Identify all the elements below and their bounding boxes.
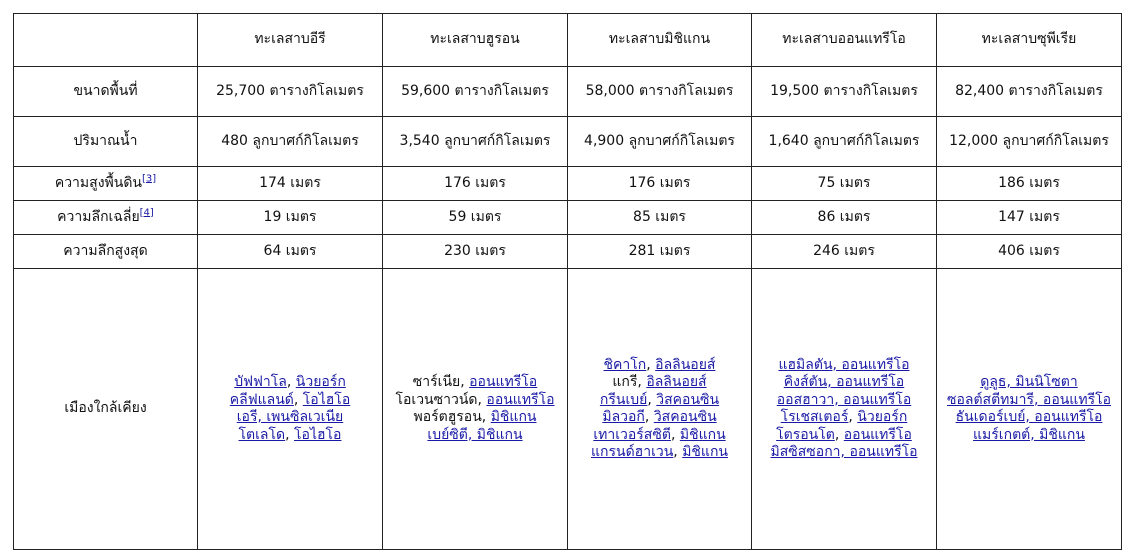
city-link[interactable]: เอรี, เพนซิลเวเนีย	[236, 409, 344, 425]
city-line	[572, 357, 747, 375]
city-text: ซาร์เนีย,	[412, 374, 470, 390]
city-link[interactable]: ออสฮาวา, ออนแทรีโอ	[776, 391, 912, 408]
value-cell-erie: 25,700 ตารางกิโลเมตร	[198, 67, 383, 117]
city-line	[387, 392, 563, 410]
city-link[interactable]: วิสคอนซิน	[656, 391, 720, 408]
city-link[interactable]: อิลลินอยส์	[646, 374, 707, 390]
value-cell-huron: 59,600 ตารางกิโลเมตร	[383, 67, 568, 117]
city-link[interactable]: โอไฮโอ	[294, 426, 342, 443]
row-label: ปริมาณน้ำ	[73, 132, 138, 149]
city-link[interactable]: แมร์เกตต์, มิชิแกน	[973, 426, 1085, 443]
city-text: ,	[647, 391, 657, 408]
header-lake-ontario: ทะเลสาบออนแทรีโอ	[752, 14, 937, 67]
value-cell-ontario: 75 เมตร	[752, 167, 937, 201]
city-text: โอเวนซาวน์ด,	[395, 391, 487, 408]
city-line	[387, 409, 563, 427]
elevation-row	[14, 167, 1122, 201]
row-label-cell	[14, 67, 198, 117]
city-line	[572, 444, 747, 462]
city-line	[941, 409, 1117, 427]
row-label: ขนาดพื้นที่	[73, 82, 138, 99]
value-cell-erie: 174 เมตร	[198, 167, 383, 201]
city-text: ,	[848, 409, 858, 425]
city-link[interactable]: นิวยอร์ก	[295, 374, 346, 390]
city-link[interactable]: เทาเวอร์สซิตี	[593, 426, 671, 443]
value-cell-huron: 176 เมตร	[383, 167, 568, 201]
value-cell-superior: 82,400 ตารางกิโลเมตร	[937, 67, 1122, 117]
city-line	[756, 392, 932, 410]
city-link[interactable]: วิสคอนซิน	[653, 409, 717, 425]
city-line	[756, 357, 932, 375]
city-text: ,	[646, 356, 656, 373]
city-link[interactable]: โอไฮโอ	[302, 391, 351, 408]
city-text: ,	[670, 426, 680, 443]
city-text: ,	[644, 409, 654, 425]
header-lake-superior: ทะเลสาบซุพีเรีย	[937, 14, 1122, 67]
cities-cell-huron	[383, 269, 568, 550]
city-link[interactable]: ออนแทรีโอ	[843, 426, 912, 443]
city-link[interactable]: มิลวอกี	[602, 409, 645, 425]
value-cell-erie: 480 ลูกบาศก์กิโลเมตร	[198, 117, 383, 167]
avg-depth-row	[14, 201, 1122, 235]
city-link[interactable]: มิชิแกน	[490, 409, 537, 425]
cities-cell-superior	[937, 269, 1122, 550]
city-line	[202, 374, 378, 392]
city-line	[941, 427, 1117, 445]
city-line	[941, 374, 1117, 392]
city-link[interactable]: ออนแทรีโอ	[486, 391, 555, 408]
reference-sup	[140, 207, 154, 218]
city-link[interactable]: คิงส์ตัน, ออนแทรีโอ	[783, 374, 905, 390]
city-link[interactable]: ดูลูธ, มินนิโซตา	[980, 374, 1078, 390]
value-cell-erie: 64 เมตร	[198, 235, 383, 269]
row-label-cell	[14, 235, 198, 269]
city-line	[756, 444, 932, 462]
cities-cell-michigan	[568, 269, 752, 550]
city-link[interactable]: อิลลินอยส์	[655, 356, 716, 373]
row-label-cell	[14, 167, 198, 201]
city-line	[756, 427, 932, 445]
city-line	[202, 409, 378, 427]
city-line	[387, 427, 563, 445]
row-label: ความลึกสูงสุด	[63, 242, 148, 259]
reference-sup	[142, 173, 156, 184]
value-cell-michigan: 4,900 ลูกบาศก์กิโลเมตร	[568, 117, 752, 167]
row-label-cell	[14, 117, 198, 167]
value-cell-huron: 3,540 ลูกบาศก์กิโลเมตร	[383, 117, 568, 167]
header-lake-michigan: ทะเลสาบมิชิแกน	[568, 14, 752, 67]
table-body	[14, 14, 1122, 550]
city-link[interactable]: โรเชสเตอร์	[780, 409, 849, 425]
city-text: พอร์ตฮูรอน,	[413, 409, 491, 425]
city-link[interactable]: นิวยอร์ก	[857, 409, 908, 425]
row-label: เมืองใกล้เคียง	[14, 269, 198, 550]
cities-cell-erie	[198, 269, 383, 550]
city-line	[387, 374, 563, 392]
row-label-cell	[14, 201, 198, 235]
value-cell-superior: 186 เมตร	[937, 167, 1122, 201]
city-link[interactable]: โตรอนโต	[776, 426, 835, 443]
value-cell-superior: 147 เมตร	[937, 201, 1122, 235]
city-text: ,	[834, 426, 844, 443]
city-line	[572, 374, 747, 392]
value-cell-superior: 12,000 ลูกบาศก์กิโลเมตร	[937, 117, 1122, 167]
city-link[interactable]: ซอลต์สตีทมารี, ออนแทรีโอ	[946, 391, 1112, 408]
max-depth-row	[14, 235, 1122, 269]
city-link[interactable]: มิชิแกน	[679, 426, 726, 443]
city-link[interactable]: มิชิแกน	[682, 444, 729, 460]
city-link[interactable]: บัฟฟาโล	[234, 374, 287, 390]
reference-link[interactable]: [4]	[139, 207, 154, 219]
city-link[interactable]: แกรนด์ฮาเวน	[590, 444, 674, 460]
header-row	[14, 14, 1122, 67]
city-text: ,	[673, 444, 683, 460]
city-line	[756, 409, 932, 427]
value-cell-ontario: 86 เมตร	[752, 201, 937, 235]
city-link[interactable]: ออนแทรีโอ	[469, 374, 538, 390]
city-link[interactable]: กรีนเบย์	[599, 391, 648, 408]
volume-row	[14, 117, 1122, 167]
cities-cell-ontario	[752, 269, 937, 550]
value-cell-erie: 19 เมตร	[198, 201, 383, 235]
city-line	[202, 392, 378, 410]
city-link[interactable]: โตเลโด	[238, 426, 286, 443]
row-label: ความสูงพื้นดิน	[54, 174, 142, 191]
value-cell-superior: 406 เมตร	[937, 235, 1122, 269]
city-link[interactable]: เบย์ซิตี, มิชิแกน	[427, 426, 523, 443]
city-line	[572, 392, 747, 410]
value-cell-ontario: 246 เมตร	[752, 235, 937, 269]
city-line	[572, 409, 747, 427]
reference-link[interactable]: [3]	[142, 173, 157, 185]
value-cell-michigan: 176 เมตร	[568, 167, 752, 201]
row-label: ความลึกเฉลี่ย	[57, 208, 140, 225]
value-cell-michigan: 281 เมตร	[568, 235, 752, 269]
area-row	[14, 67, 1122, 117]
value-cell-huron: 59 เมตร	[383, 201, 568, 235]
city-link[interactable]: แฮมิลตัน, ออนแทรีโอ	[778, 356, 910, 373]
value-cell-huron: 230 เมตร	[383, 235, 568, 269]
value-cell-ontario: 1,640 ลูกบาศก์กิโลเมตร	[752, 117, 937, 167]
value-cell-michigan: 58,000 ตารางกิโลเมตร	[568, 67, 752, 117]
value-cell-ontario: 19,500 ตารางกิโลเมตร	[752, 67, 937, 117]
great-lakes-table	[13, 13, 1122, 550]
value-cell-michigan: 85 เมตร	[568, 201, 752, 235]
city-link[interactable]: คลีฟแลนด์	[229, 391, 294, 408]
nearby-cities-row	[14, 269, 1122, 550]
city-text: ,	[286, 374, 296, 390]
header-lake-erie: ทะเลสาบอีรี	[198, 14, 383, 67]
city-line	[202, 427, 378, 445]
city-text: ,	[293, 391, 303, 408]
city-link[interactable]: ธันเดอร์เบย์, ออนแทรีโอ	[955, 409, 1103, 425]
city-line	[572, 427, 747, 445]
city-link[interactable]: ชิคาโก	[603, 356, 647, 373]
city-line	[941, 392, 1117, 410]
city-line	[756, 374, 932, 392]
city-link[interactable]: มิสซิสซอกา, ออนแทรีโอ	[770, 444, 918, 460]
header-lake-huron: ทะเลสาบฮูรอน	[383, 14, 568, 67]
city-text: แกรี,	[612, 374, 647, 390]
header-corner-cell	[14, 14, 198, 67]
city-text: ,	[285, 426, 295, 443]
